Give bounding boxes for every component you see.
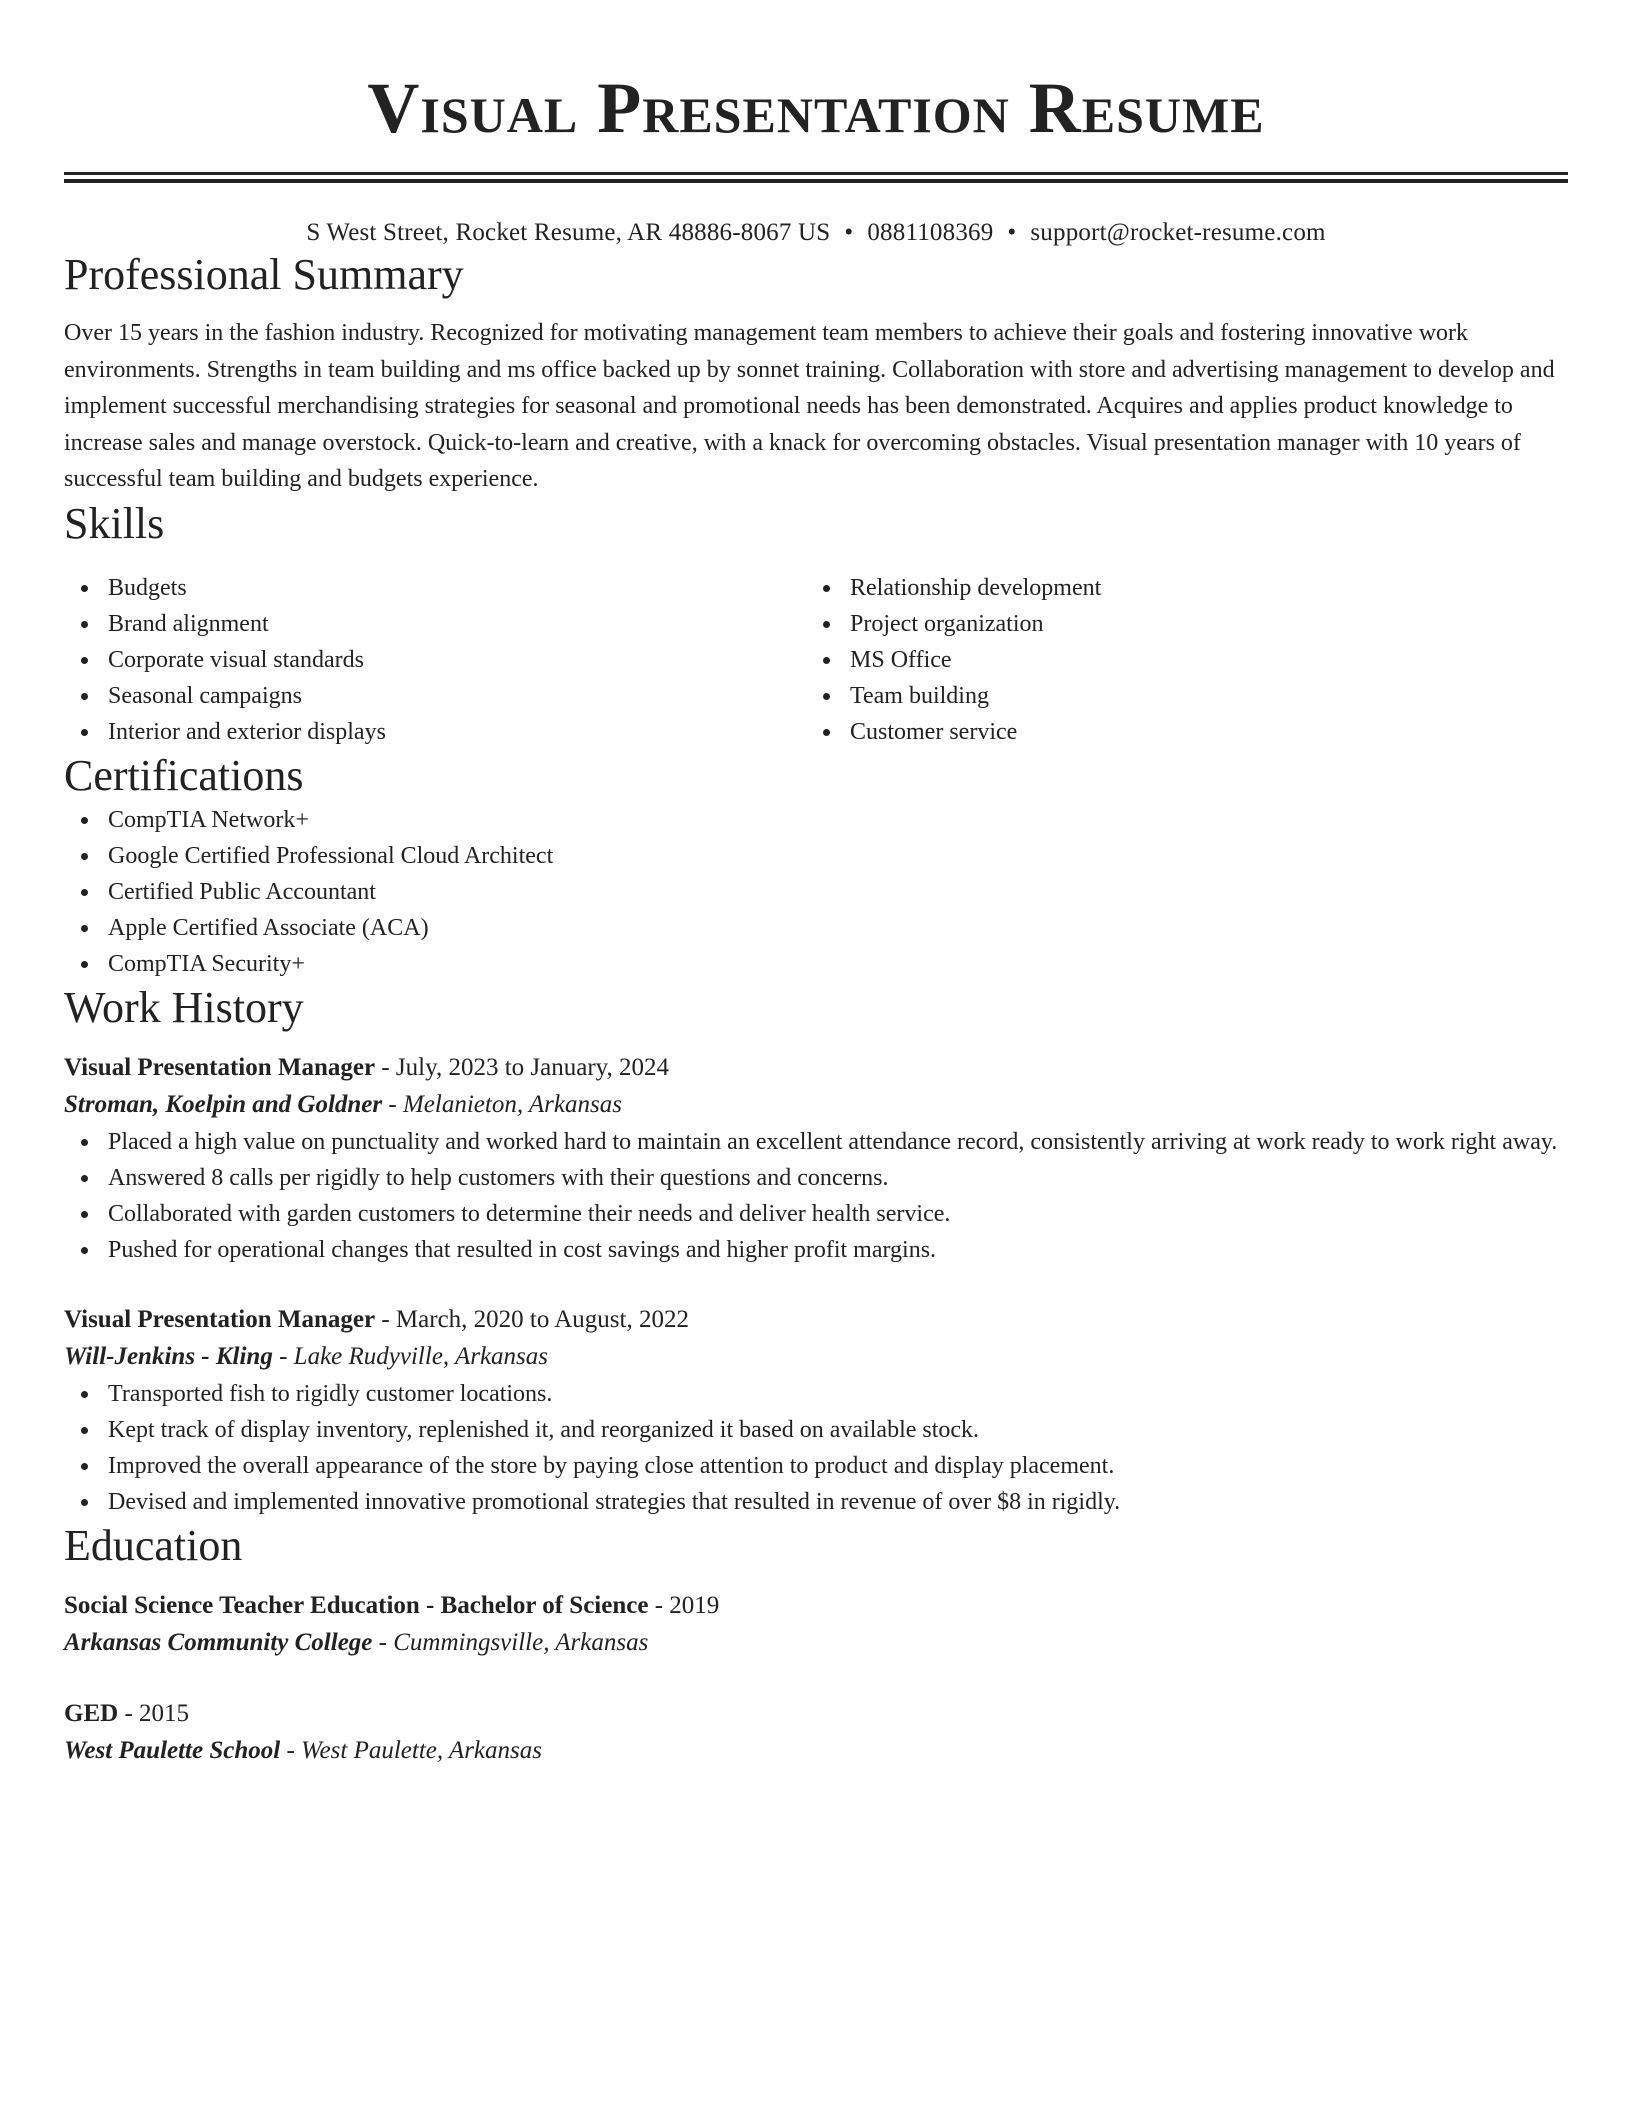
skills-list-left: [64, 570, 806, 750]
skills-columns: [64, 570, 1568, 750]
education-degree: Social Science Teacher Education - Bachelor of Science: [64, 1591, 649, 1619]
job-entry: [64, 1050, 1568, 1268]
contact-email: support@rocket-resume.com: [1030, 219, 1326, 246]
job-company: Stroman, Koelpin and Goldner: [64, 1090, 383, 1118]
skill-item: Customer service: [806, 714, 1548, 750]
education-school: West Paulette School: [64, 1736, 281, 1764]
certification-item: Certified Public Accountant: [64, 874, 1568, 910]
job-location: Lake Rudyville, Arkansas: [293, 1342, 549, 1370]
job-bullet: Transported fish to rigidly customer locations.: [64, 1376, 1568, 1412]
contact-separator: •: [844, 219, 854, 246]
summary-heading: Professional Summary: [64, 250, 464, 299]
skill-item: Interior and exterior displays: [64, 714, 806, 750]
certifications-heading: Certifications: [64, 750, 304, 800]
skills-column-right: [806, 570, 1548, 750]
job-dash: -: [272, 1342, 294, 1370]
job-title-line: [64, 1050, 1568, 1086]
job-dash: -: [375, 1305, 396, 1333]
education-degree-line: [64, 1696, 1568, 1732]
education-entry: [64, 1588, 1568, 1662]
education-dash: -: [280, 1736, 302, 1764]
education-school-line: [64, 1624, 1568, 1662]
job-dash: -: [382, 1090, 403, 1118]
skills-list-right: [806, 570, 1548, 750]
education-year: 2019: [669, 1591, 720, 1619]
job-title: Visual Presentation Manager: [64, 1305, 376, 1333]
summary-text: Over 15 years in the fashion industry. Recognized for motivating management team members to achieve their goals and fostering innovative work environments. Strengths in team building and ms office backed up by sonnet training. Collaboration with store and advertising management to develop and implement successful merchandising strategies for seasonal and promotional needs has been demonstrated. Acquires and applies product knowledge to increase sales and manage overstock. Quick-to-learn and creative, with a knack for overcoming obstacles. Visual presentation manager with 10 years of successful team building and budgets experience.: [64, 320, 1555, 492]
education-entry: [64, 1696, 1568, 1770]
title-divider: [64, 172, 1568, 183]
job-dash: -: [375, 1053, 396, 1081]
contact-line: [64, 217, 1568, 249]
education-school: Arkansas Community College: [64, 1628, 373, 1656]
resume-title: Visual Presentation Resume: [367, 68, 1265, 148]
education-school-line: [64, 1732, 1568, 1770]
job-bullets: [64, 1124, 1568, 1268]
job-company: Will-Jenkins - Kling: [64, 1342, 273, 1370]
job-dates: July, 2023 to January, 2024: [395, 1053, 670, 1081]
job-bullet: Answered 8 calls per rigidly to help customers with their questions and concerns.: [64, 1160, 1568, 1196]
education-location: Cummingsville, Arkansas: [393, 1628, 649, 1656]
certification-item: Apple Certified Associate (ACA): [64, 910, 1568, 946]
skill-item: Brand alignment: [64, 606, 806, 642]
skill-item: Project organization: [806, 606, 1548, 642]
certification-item: CompTIA Network+: [64, 802, 1568, 838]
education-degree-line: [64, 1588, 1568, 1624]
job-bullet: Improved the overall appearance of the store by paying close attention to product and display placement.: [64, 1448, 1568, 1484]
job-bullet: Pushed for operational changes that resulted in cost savings and higher profit margins.: [64, 1232, 1568, 1268]
job-bullets: [64, 1376, 1568, 1520]
job-bullet: Kept track of display inventory, replenished it, and reorganized it based on available stock.: [64, 1412, 1568, 1448]
education-location: West Paulette, Arkansas: [301, 1736, 542, 1764]
job-company-line: [64, 1086, 1568, 1124]
skill-item: Seasonal campaigns: [64, 678, 806, 714]
contact-phone: 0881108369: [867, 219, 994, 246]
work-history-heading: Work History: [64, 982, 304, 1032]
education-dash: -: [118, 1699, 140, 1727]
job-bullet: Placed a high value on punctuality and worked hard to maintain an excellent attendance record, consistently arriving at work ready to work right away.: [64, 1124, 1568, 1160]
job-dates: March, 2020 to August, 2022: [395, 1305, 689, 1333]
job-bullet: Devised and implemented innovative promotional strategies that resulted in revenue of over $8 in rigidly.: [64, 1484, 1568, 1520]
education-year: 2015: [139, 1699, 190, 1727]
job-location: Melanieton, Arkansas: [402, 1090, 622, 1118]
certification-item: CompTIA Security+: [64, 946, 1568, 982]
education-dash: -: [372, 1628, 394, 1656]
job-bullet: Collaborated with garden customers to determine their needs and deliver health service.: [64, 1196, 1568, 1232]
job-title: Visual Presentation Manager: [64, 1053, 376, 1081]
job-entry: [64, 1302, 1568, 1520]
education-dash: -: [648, 1591, 670, 1619]
skills-heading: Skills: [64, 498, 165, 548]
job-company-line: [64, 1338, 1568, 1376]
job-title-line: [64, 1302, 1568, 1338]
education-heading: Education: [64, 1520, 243, 1570]
contact-address: S West Street, Rocket Resume, AR 48886-8067 US: [306, 219, 831, 246]
contact-separator: •: [1007, 219, 1017, 246]
skill-item: Team building: [806, 678, 1548, 714]
skill-item: Relationship development: [806, 570, 1548, 606]
skills-column-left: [64, 570, 806, 750]
skill-item: Corporate visual standards: [64, 642, 806, 678]
skill-item: Budgets: [64, 570, 806, 606]
education-degree: GED: [64, 1699, 119, 1727]
certifications-list: [64, 802, 1568, 982]
certification-item: Google Certified Professional Cloud Architect: [64, 838, 1568, 874]
skill-item: MS Office: [806, 642, 1548, 678]
